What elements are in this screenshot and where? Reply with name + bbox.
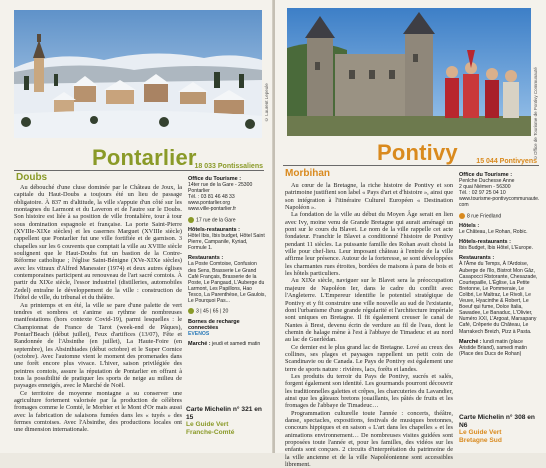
office-line: Tél. : 02 97 25 04 10 bbox=[459, 190, 506, 197]
paragraph: Programmation culturelle toute l'année : concerts, théâtre, danse, spectacles, expositions, festivals de musiques bretonnes, concours hippiques et en saison « L'art dans les chapelles » et les animations environnement… De nombreuses visites guidées sont proposées toute l'année et, pour les familles, des vidéos sur les enfants sont conçues. 2 circuits d'interprétation du patrimoine de la ville ancienne et de la ville Napoléonienne sont accessibles librement. bbox=[285, 409, 453, 468]
restaurants-list: La Poste Comtoise, Confusion des Sens, Brasserie Le Grand Café Français, Brasserie de la Poste, Le Pangaud, L'Auberge du Larmont, Les Papillons, Hao Tesco, La Parenthèse, Le Gaulois, Le Pourquoi Pas... bbox=[188, 261, 266, 305]
office-heading: Office du Tourisme : bbox=[188, 176, 242, 182]
hotels-list: Hôtel Ibis, Ibis budget, Hôtel Saint Pierre, Campanile, Kyriad, Formule 1. bbox=[188, 233, 265, 252]
paragraph: La fondation de la ville au début du Moyen Âge serait en lien avec Ivy, moine venu de Grande Bretagne qui aurait aménagé un pont sur le cours du Blavet. Le nom de la ville rappelle cet acte fondateur. Franchir le Blavet a conditionné l'histoire de Pontivy pendant 11 siècles. La puissante famille des Rohan avait choisi la ville pour chef-lieu. Leur imposant château à l'entrée de la ville affirme leur présence. Autour de la forteresse, se sont développées les charmantes rues étroites, bordées de maisons à pans de bois et les hôtels particuliers. bbox=[285, 211, 453, 278]
pontivy-photo bbox=[287, 8, 531, 136]
paragraph: Au cœur de la Bretagne, la riche histoire de Pontivy et son patrimoine justifient son label « Pays d'art et d'histoire », ainsi que son intégration à l'itinéraire Culturel Européen « Destination Napoléon ». bbox=[285, 182, 453, 212]
hotels-list: Le Château, Le Rohan, Robic. bbox=[459, 229, 528, 236]
photo-credit: © Laurent Lepeule bbox=[264, 83, 269, 122]
bornes-heading: Bornes de recharge connectées bbox=[188, 318, 240, 331]
office-link[interactable]: www.ville-pontarlier.fr bbox=[188, 206, 237, 213]
page-pontarlier bbox=[0, 0, 273, 453]
title-rule bbox=[14, 170, 264, 171]
population-label: 15 044 Pontivyens bbox=[476, 158, 537, 165]
office-link[interactable]: www.pontarlier.org bbox=[188, 200, 230, 207]
office-line: 2 quai Niémen - 56300 bbox=[459, 184, 511, 191]
photo-credit: ©Office de Tourisme de Pontivy Communauté bbox=[533, 67, 538, 160]
office-line: Pontarlier bbox=[188, 188, 210, 195]
page-pontivy bbox=[275, 0, 546, 468]
paragraph: Ce territoire de moyenne montagne a su conserver une agriculture fortement valorisée par la production de célèbres fromages comme le Comté, le Morbier et le Mont d'Or mais aussi avec la fabrication de salaisons fumées dans les « tuyés » des fermes comtoises. Avec l'Absinthe, des productions locales ont une dimension internationale. bbox=[14, 389, 182, 434]
title-rule bbox=[283, 165, 539, 166]
michelin-map: Carte Michelin n° 321 en 15 bbox=[186, 406, 262, 421]
parking-address: 17 rue de la Gare bbox=[196, 216, 236, 223]
pontarlier-photo bbox=[14, 10, 262, 138]
restaurants-heading: Restaurants : bbox=[188, 255, 224, 262]
michelin-reference bbox=[459, 414, 543, 444]
office-line: Tél. : 03 81 46 48 33 bbox=[188, 194, 235, 201]
michelin-region: Franche-Comté bbox=[186, 428, 235, 436]
city-title: Pontarlier bbox=[92, 145, 197, 170]
region-label: Morbihan bbox=[285, 168, 330, 179]
michelin-map: Carte Michelin n° 308 en N6 bbox=[459, 414, 535, 429]
paragraph: Au débouché d'une cluse dominée par le Château de Joux, la capitale du Haut-Doubs a toujours été un lieu de passage obligatoire. À 837 m d'altitude, la ville s'appuie d'un côté sur les montagnes du Larmont et du Laveron et de l'autre sur le Doubs. Son histoire est liée à sa position de ville frontalière, tour à tour sous domination espagnole et française. La porte Saint-Pierre (XVIIIe-XIXe siècles) et les casernes Marguet (XVIIIe siècle) rappellent que Pontarlier fut une ville fortifiée et de garnison. 3 chapelles sur les 6 couvents que comptait la ville au XVIIIe siècle soulignent que le Haut-Doubs fut un bastion de la Contre-Réforme catholique ; l'église Saint-Bénigne (XVe-XIXe siècles) avec les vitraux d'Alfred Manessier (1974) et deux autres églises contemporaines participent au renouveau de l'art sacré comtois. À partir du XIXe siècle, l'essor industriel (distilleries, automobiles Zedel) entraîne le développement de la ville : construction de l'hôtel de ville, du tribunal et du théâtre. bbox=[14, 184, 182, 302]
office-heading: Office du Tourisme : bbox=[459, 172, 513, 178]
michelin-guide: Le Guide Vert bbox=[459, 429, 502, 436]
restaurants-heading: Restaurants : bbox=[459, 255, 495, 262]
marche-heading: Marché : bbox=[459, 338, 482, 345]
paragraph: Les produits du terroir du Pays de Pontivy, sucrés et salés, forgent également son identité. Les gourmands pourront découvrir les traditionnelles galettes et crêpes, les charcuteries du Lavandier, ainsi que les gâteaux bretons jouaillants, les pâtés de fruits et les fromages de l'abbaye de Timadeuc… bbox=[285, 372, 453, 410]
paragraph: Au printemps et en été, la ville se pare d'une palette de vert tendres et sombres et s'anime au rythme de nombreuses manifestations (hors contexte Covid-19), parmi lesquelles : le Championnat de France de Tarot (week-end de Pâques), Pontarl'Beach (début juillet), Feux d'artifices (13/07), Fête et Randonnée de l'Absinthe (en juillet), La Haute-Foire (en septembre), les Absinthiades (début octobre) et le Super Cornice (octobre). Avec l'automne vient le moment des promenades dans une forêt encore plus vivace. L'hiver, saison privilégiée des peintres comtois, assure la réputation de Pontarlier en offrant à tous la possibilité de pratiquer les sports de neige au milieu de paysages enneigés, avec le Marché de Noël. bbox=[14, 301, 182, 390]
michelin-guide: Le Guide Vert bbox=[186, 421, 229, 428]
parking-address: 8 rue Friedland bbox=[467, 212, 502, 219]
services-icon bbox=[188, 308, 194, 314]
info-sidebar bbox=[188, 176, 266, 376]
office-line: Penlche Duchesse Anne bbox=[459, 178, 515, 185]
michelin-reference bbox=[186, 406, 270, 436]
hotels-heading: Hôtels : bbox=[459, 223, 480, 229]
population-label: 18 033 Pontissaliens bbox=[194, 163, 263, 170]
restaurants-list: À l'Âme du Temps, À l'Ardoise, Auberge de l'Ilo, Bistrot Mon Gâz, Casapocci Ristorante, Chesazade, Courtepaille, L'Église, La Petite Bretonne, Le Pommeraie, Le Colibri, Le Maltraz, Le Rivoli, Le Veuve, Hyacinthe & Robert, Le Boeuf qui fume, Dolce Italia, Sawadee, Le Banaduc, L'Olivier, Numéro XXI, L'Argoat, Marsapany Café, Crêperie du Château, Le Marrakech Breizh, Pizz à Pasta. bbox=[459, 261, 538, 335]
hotels-restaurants-list: Ibis Budget, Ibis Hôtel, L'Europe. bbox=[459, 245, 534, 252]
article-body bbox=[14, 184, 182, 444]
article-body bbox=[285, 182, 453, 468]
marche-text: lundi matin (place Aristide Briand), samedi matin (Place des Ducs de Rohan) bbox=[459, 338, 527, 357]
paragraph: Au XIXe siècle, naviguer sur le Blavet sera la préoccupation majeure de Napoléon Ier, dans le cadre du conflit avec l'Angleterre. L'Empereur identifie le potentiel stratégique de Pontivy et y fit construire une ville nouvelle au sud de l'existante, dont l'urbanisme d'une grande régularité et l'architecture impériale sont uniques en Bretagne. Il fit également creuser le canal de Nantes à Brest, devenu écrin de verdure au fil de l'eau, dont le chemin de halage mène à l'est à l'abbaye de Timadeuc et au nord au lac de Guerlédan. bbox=[285, 277, 453, 344]
pontivy-castle-image bbox=[287, 8, 531, 136]
marche-heading: Marché : bbox=[188, 340, 211, 347]
office-line: 14ter rue de la Gare - 25300 bbox=[188, 182, 253, 189]
office-link[interactable]: www.tourisme-pontivycommunaute.com bbox=[459, 196, 540, 209]
city-title: Pontivy bbox=[377, 140, 458, 165]
michelin-region: Bretagne Sud bbox=[459, 436, 502, 444]
region-label: Doubs bbox=[16, 172, 48, 183]
service-counts: 3 | 45 | 65 | 20 bbox=[196, 308, 229, 315]
pontarlier-snow-landscape-image bbox=[14, 10, 262, 138]
paragraph: Ce dernier est le plus grand lac de Bretagne. Lové au creux des collines, ses plages et paysages rappellent un petit coin de Scandinavie ou de Canada. Le Pays de Pontivy est également une terre de sports nature : rivières, lacs, forêts et landes. bbox=[285, 343, 453, 373]
info-sidebar bbox=[459, 172, 541, 402]
hotels-heading: Hôtels-restaurants : bbox=[188, 227, 240, 233]
hotels-restaurants-heading: Hôtels-restaurants : bbox=[459, 239, 511, 246]
parking-icon bbox=[188, 217, 194, 223]
parking-icon bbox=[459, 213, 465, 219]
bornes-brand: EVENOS bbox=[188, 330, 210, 337]
marche-text: jeudi et samedi matin bbox=[212, 340, 261, 347]
